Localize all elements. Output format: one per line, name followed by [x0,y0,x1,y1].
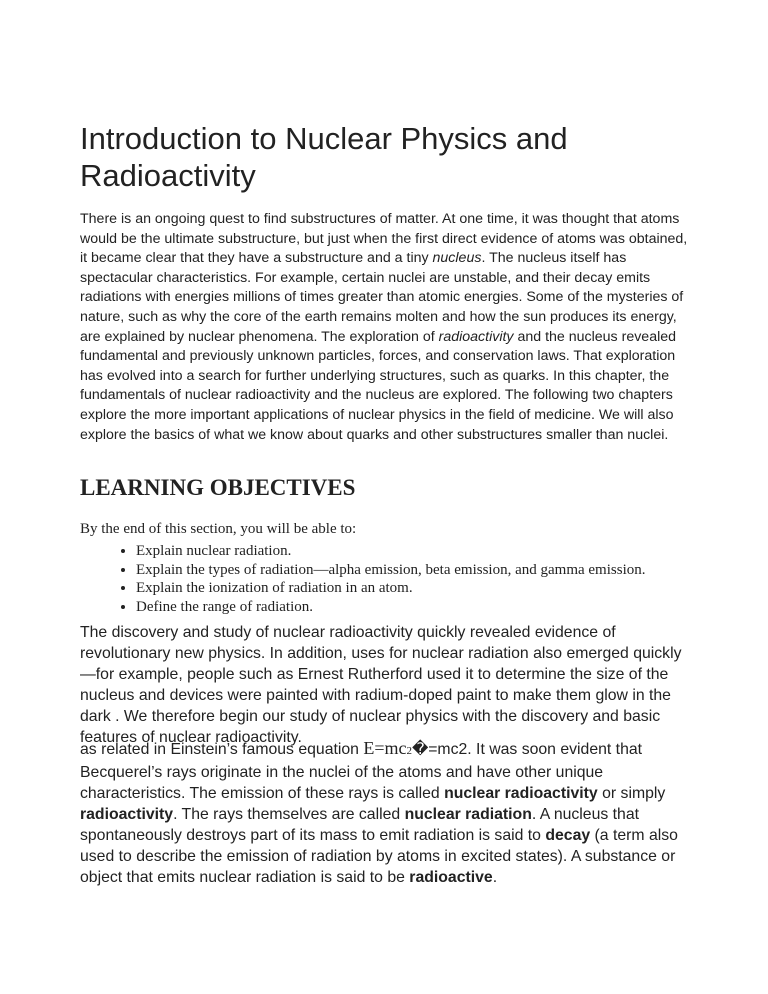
term: nuclear radioactivity [444,785,598,802]
list-item: • Explain the types of radiation—alpha emission, beta emission, and gamma emission. [136,561,645,580]
equation-exponent: 2 [406,745,412,757]
term: decay [545,827,591,844]
emphasis-radioactivity: radioactivity [438,328,514,345]
text: (a term also used to describe the emission of radiation by atoms in excited states). A substance or object that emits nuclear radiation is said to be [80,827,678,886]
objectives-heading: LEARNING OBJECTIVES [80,475,356,500]
emphasis-nucleus: nucleus [432,250,482,267]
text: . [492,869,498,886]
text: . The nucleus itself has spectacular characteristics. For example, certain nuclei are unstable, and their decay emits radiations with energies millions of times greater than atomic energies. Some of the mysteries of nature, such as why the core of the earth remains molten and how the sun produces its energy, are explained by nuclear phenomena. The exploration of [80,250,684,345]
objectives-lead: By the end of this section, you will be able to: [80,521,357,537]
list-item: • Explain the ionization of radiation in an atom. [136,579,645,598]
equation [363,738,412,758]
text: . The rays themselves are called [173,806,405,823]
discovery-paragraph: The discovery and study of nuclear radioactivity quickly revealed evidence of revolutionary new physics. In addition, uses for nuclear radiation also emerged quickly—for example, people such as Ernest Rutherford used it to determine the size of the nucleus and devices were painted with radium-doped paint to make them glow in the dark . We therefore begin our study of nuclear physics with the discovery and basic features of nuclear radioactivity. [80,624,682,746]
emission-paragraph [80,738,700,888]
text: . A nucleus that spontaneously destroys part of its mass to emit radiation is said to [80,806,640,844]
equation-main: E=mc [363,738,407,758]
equation-fallback: �=mc2 [412,741,468,758]
text: There is an ongoing quest to find substructures of matter. At one time, it was thought that atoms would be the ultimate substructure, but just when the first direct evidence of atoms was obtained, it became clear that they have a substructure and a tiny [80,211,688,267]
term: radioactivity [80,806,174,823]
term: nuclear radiation [404,806,532,823]
intro-paragraph [80,210,690,445]
term: radioactive [409,869,493,886]
text: . It was soon evident that Becquerel’s rays originate in the nuclei of the atoms and have other unique characteristics. The emission of these rays is called [80,741,643,802]
text: or simply [597,785,666,802]
list-item: • Define the range of radiation. [136,598,645,617]
list-item: • Explain nuclear radiation. [136,542,645,561]
objectives-list [80,542,645,616]
text: and the nucleus revealed fundamental and previously unknown particles, forces, and conservation laws. That exploration has evolved into a search for further underlying structures, such as quarks. In this chapter, the fundamentals of nuclear radioactivity and the nucleus are explored. The following two chapters explore the more important applications of nuclear physics in the field of medicine. We will also explore the basics of what we know about quarks and other substructures smaller than nuclei. [80,328,677,443]
page-title: Introduction to Nuclear Physics and Radioactivity [80,121,568,193]
text: as related in Einstein’s famous equation [80,741,364,758]
